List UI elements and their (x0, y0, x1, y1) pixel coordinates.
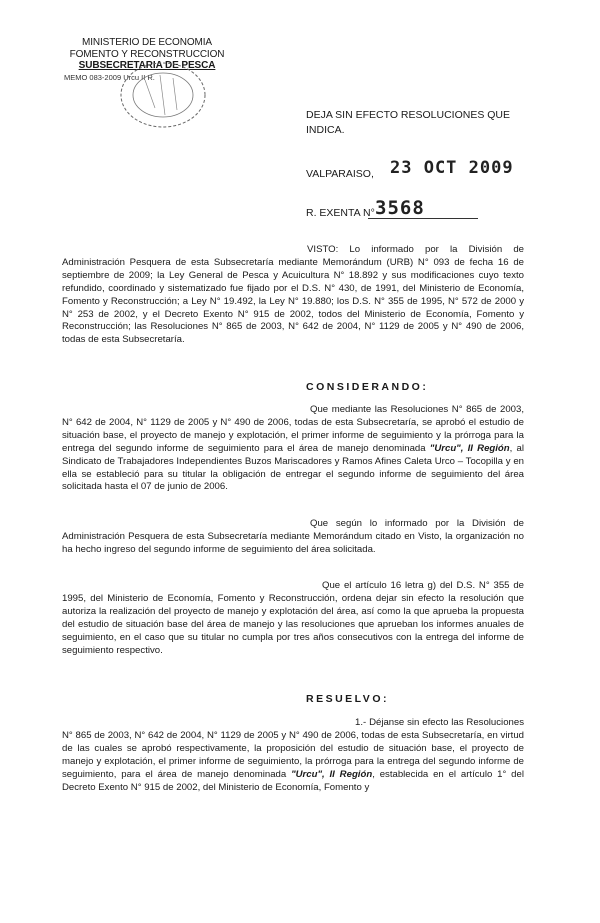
resolution-label: R. EXENTA N° (306, 207, 375, 219)
place-label: VALPARAISO, (306, 168, 374, 180)
resolution-number: 3568 (375, 197, 425, 219)
resolution-number-underline (368, 218, 478, 219)
memo-reference: MEMO 083-2009 Urcu II R. (64, 73, 155, 82)
area-name: "Urcu", II Región (291, 768, 373, 780)
official-seal-stamp (115, 60, 210, 130)
resuelvo-heading: RESUELVO: (306, 693, 389, 705)
letterhead-subsecretaria: SUBSECRETARIA DE PESCA (78, 60, 216, 71)
visto-paragraph: VISTO: Lo informado por la División de Administración Pesquera de esta Subsecretaría mediante Memorándum (URB) N° 093 de fecha 16 de septiembre de 2009; la Ley General de Pesca y Acuicultura N° 18.892 y sus modificaciones cuyo texto refundido, coordinado y sistematizado fue fijado por el D.S. N° 430, de 1991, del Ministerio de Economía, Fomento y Reconstrucción; a Ley N° 19.492, la Ley N° 19.880; los D.S. N° 355 de 1995, N° 572 de 2000 y N° 253 de 2002, y el Decreto Exento N° 915 de 2002, todos del Ministerio de Economía, Fomento y Reconstrucción; las Resoluciones N° 865 de 2003, N° 642 de 2004, N° 1129 de 2005 y N° 490 de 2006, todas de esta Subsecretaría. (62, 244, 524, 346)
letterhead-ministry: MINISTERIO DE ECONOMIA (81, 37, 213, 48)
considerando-heading: CONSIDERANDO: (306, 381, 429, 393)
resuelvo-paragraph-1: 1.- Déjanse sin efecto las Resoluciones N° 865 de 2003, N° 642 de 2004, N° 1129 de 2005 y N° 490 de 2006, todas de esta Subsecretaría, en virtud de las cuales se aprobó respectivamente, la proposición del estudio de situación base, el proyecto de manejo y explotación, el primer informe de seguimiento, la prórroga para la entrega del segundo informe de seguimiento, para el área de manejo denominada "Urcu", II Región, establecida en el artículo 1° del Decreto Exento N° 915 de 2002, del Ministerio de Economía, Fomento y (62, 717, 524, 793)
considerando-paragraph-2: Que según lo informado por la División de Administración Pesquera de esta Subsecretaría mediante Memorándum citado en Visto, la organización no ha hecho ingreso del segundo informe de seguimiento del área solicitada. (62, 518, 524, 555)
considerando-paragraph-1: Que mediante las Resoluciones N° 865 de 2003, N° 642 de 2004, N° 1129 de 2005 y N° 490 de 2006, todas de esta Subsecretaría, se aprobó el estudio de situación base, el proyecto de manejo y explotación, el primer informe de seguimiento y la prórroga para la entrega del segundo informe de seguimiento para el área de manejo denominada "Urcu", II Región, al Sindicato de Trabajadores Independientes Buzos Mariscadores y Ramos Afines Caleta Urco – Tocopilla y en ella se estableció para su titular la obligación de entregar el segundo informe de seguimiento del área solicitada hasta el 07 de junio de 2006. (62, 404, 524, 493)
resolution-subject: DEJA SIN EFECTO RESOLUCIONES QUE INDICA. (306, 109, 511, 136)
considerando-paragraph-3: Que el artículo 16 letra g) del D.S. N° 355 de 1995, del Ministerio de Economía, Fomento y Reconstrucción, ordena dejar sin efecto la resolución que autoriza la realización del proyecto de manejo y explotación del área, así como la que aprueba la propuesta del estudio de situación base del área de manejo y las resoluciones que aprueban los informes anuales de seguimiento, en el caso que su titular no cumpla por tres años consecutivos con la entrega del informe de seguimiento respectivo. (62, 580, 524, 656)
date-stamp: 23 OCT 2009 (390, 158, 514, 178)
letterhead-fomento: FOMENTO Y RECONSTRUCCION (69, 48, 225, 60)
area-name: "Urcu", II Región (429, 442, 510, 454)
